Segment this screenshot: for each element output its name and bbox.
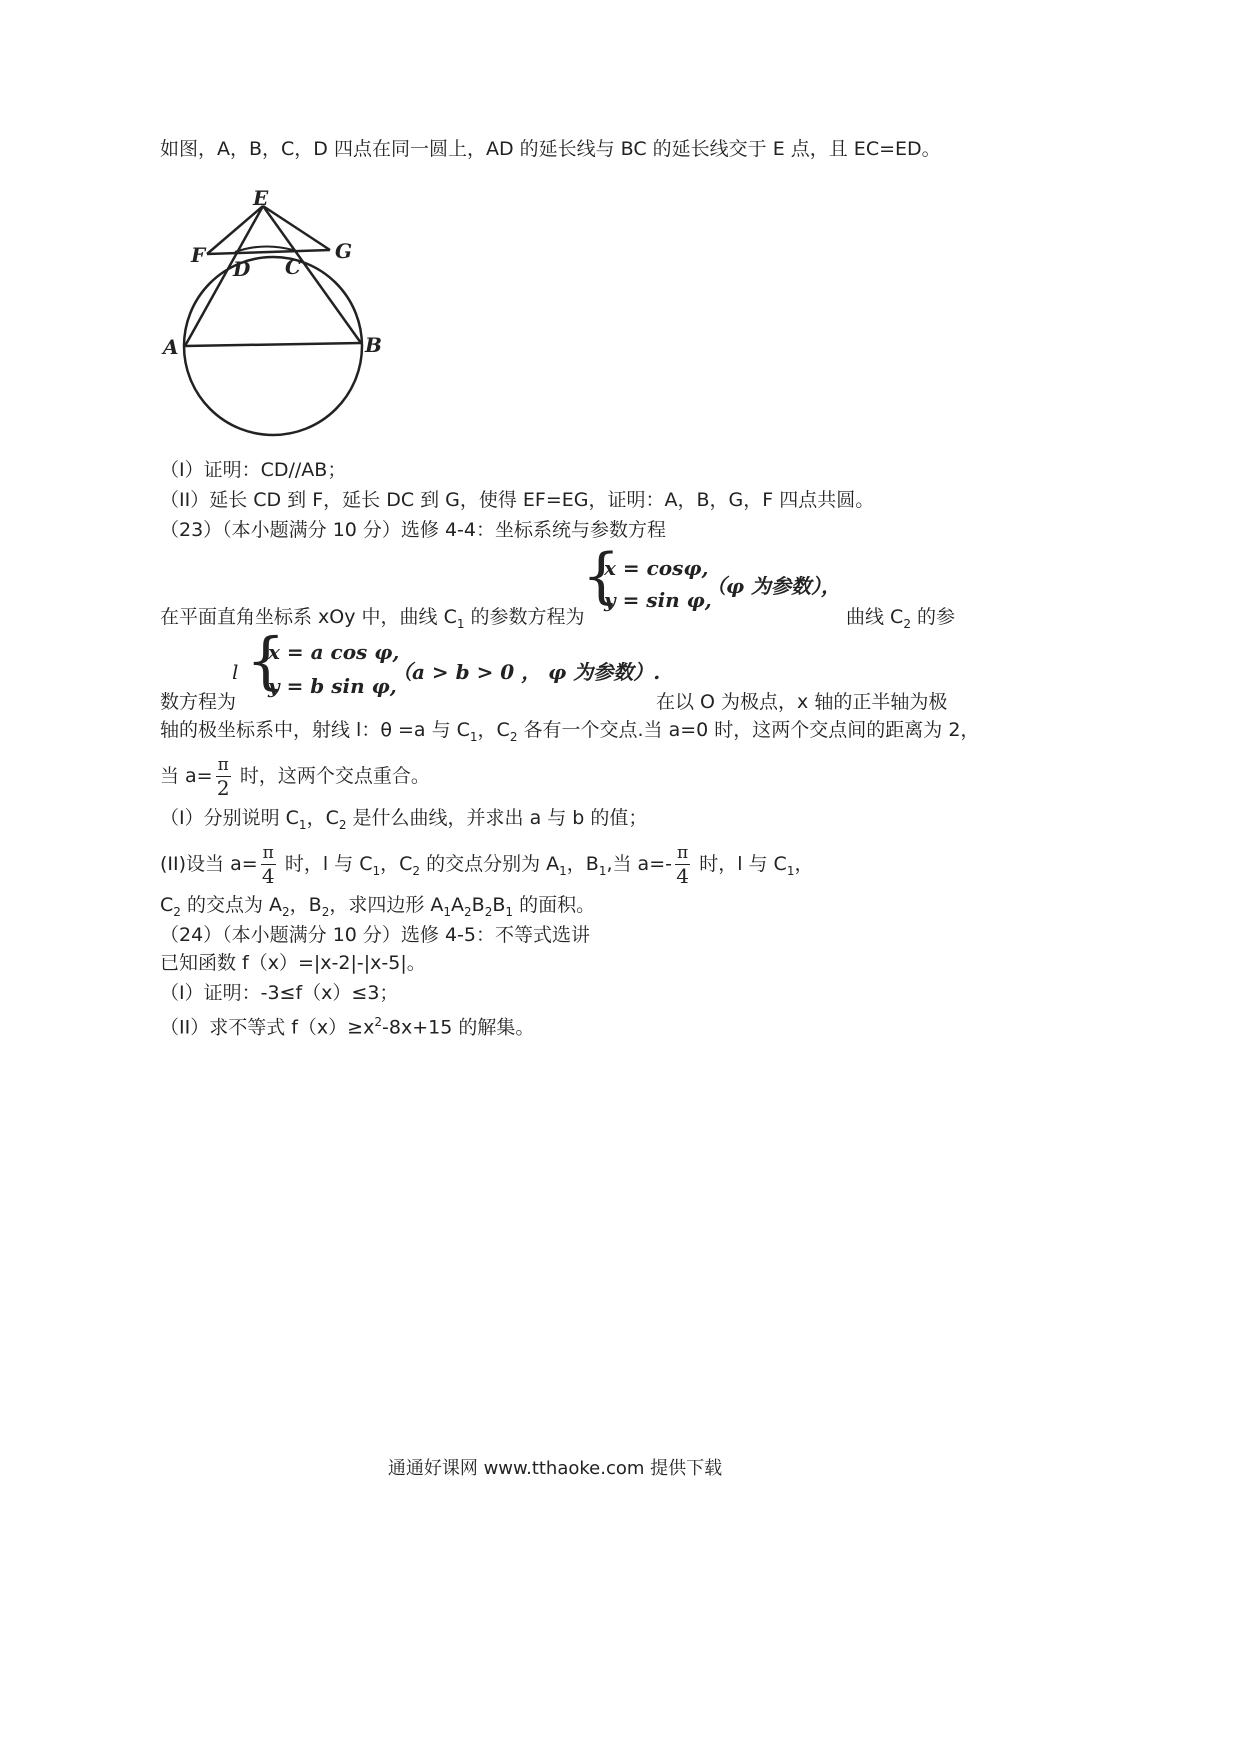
c1-eq-note: （φ 为参数）， xyxy=(706,574,842,598)
label-b: B xyxy=(365,333,382,357)
c2-equation: l { x = a cos φ, y = b sin φ, （a > b > 0 ， φ 为参数）. xyxy=(232,624,661,698)
q23-heading: （23）（本小题满分 10 分）选修 4-4：坐标系统与参数方程 xyxy=(160,519,667,541)
line-ea xyxy=(185,206,263,346)
q24-heading: （24）（本小题满分 10 分）选修 4-5：不等式选讲 xyxy=(160,924,591,946)
q23-part1: （I）分别说明 $C_1$，$C_2$ 是什么曲线，并求出 a 与 b 的值； xyxy=(160,807,648,832)
c2-eq-x: x = a cos φ, xyxy=(268,640,400,664)
geometry-figure xyxy=(155,188,395,448)
q24-part1: （I）证明：-3≤f（x）≤3； xyxy=(160,982,399,1004)
c2-eq-prefix: l xyxy=(232,660,239,684)
q24-function: 已知函数 f（x）=|x-2|-|x-5|。 xyxy=(160,952,426,974)
q23-part2-cont: $C_2$ 的交点为 $A_2$，$B_2$，求四边形 $A_1A_2B_2B_1$ 的面积。 xyxy=(160,894,596,919)
q23-part2: (II)设当 a= $\frac{\pi}{4}$ 时，l 与 $C_1$，$C_2$ 的交点分别为 $A_1$，$B_1$,当 a=- $\frac{\pi}{4}$ 时，l 与 $C_1$， xyxy=(160,843,814,888)
q23-c1-text: 在平面直角坐标系 xOy 中，曲线 $C_1$ 的参数方程为 xyxy=(160,606,585,631)
label-a: A xyxy=(163,335,179,359)
q22-part1: （I）证明：CD//AB； xyxy=(160,459,347,481)
page-footer: 通通好课网 www.tthaoke.com 提供下载 xyxy=(387,1458,723,1479)
line-eg xyxy=(263,206,330,250)
problem-intro: 如图，A，B，C，D 四点在同一圆上，AD 的延长线与 BC 的延长线交于 E 点，且 EC=ED。 xyxy=(160,138,941,160)
c2-eq-y: y = b sin φ, xyxy=(268,674,397,698)
label-f: F xyxy=(191,243,206,267)
label-g: G xyxy=(335,239,353,263)
line-fg xyxy=(207,250,330,254)
q23-coincide-text: 当 a= $\frac{\pi}{2}$ 时，这两个交点重合。 xyxy=(160,755,430,800)
fraction-pi-over-2: $\frac{\pi}{2}$ xyxy=(216,755,230,800)
c1-equation: { x = cosφ, y = sin φ, （φ 为参数）， xyxy=(582,541,842,612)
line-eb xyxy=(263,206,361,343)
fraction-pi-over-4: $\frac{\pi}{4}$ xyxy=(261,843,275,888)
fraction-pi-over-4-neg: $\frac{\pi}{4}$ xyxy=(676,843,689,888)
c1-eq-x: x = cosφ, xyxy=(604,556,709,580)
line-ab xyxy=(185,343,361,346)
q23-polar-text: 在以 O 为极点，x 轴的正半轴为极 xyxy=(656,691,948,713)
label-e: E xyxy=(253,188,269,210)
label-d: D xyxy=(233,257,251,281)
c2-eq-note: （a > b > 0 ， φ 为参数）. xyxy=(392,660,661,684)
label-c: C xyxy=(285,255,301,279)
q23-c2-text: 数方程为 xyxy=(160,691,237,713)
q22-part2: （II）延长 CD 到 F，延长 DC 到 G，使得 EF=EG，证明：A，B，G，F 四点共圆。 xyxy=(160,489,875,511)
q23-ray-text: 轴的极坐标系中，射线 l：θ =a 与 $C_1$，$C_2$ 各有一个交点.当 a=0 时，这两个交点间的距离为 2， xyxy=(160,719,980,744)
q23-c2-intro: 曲线 $C_2$ 的参 xyxy=(846,606,955,631)
q24-part2: （II）求不等式 $f(x)\ge x^2-8x+15$ 的解集。 xyxy=(160,1015,535,1039)
c1-eq-y: y = sin φ, xyxy=(604,588,712,612)
